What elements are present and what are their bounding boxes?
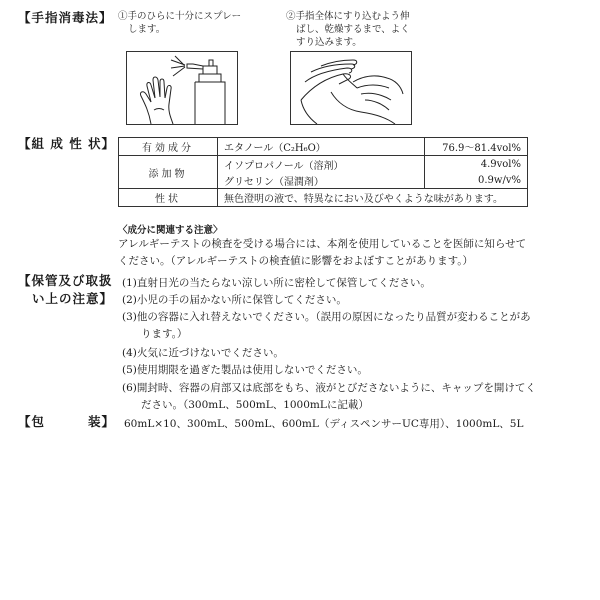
ingredient-note-title: 〈成分に関連する注意〉 xyxy=(118,225,223,236)
additive-1-name: イソプロパノール（溶剤） xyxy=(218,156,425,173)
composition-table xyxy=(118,137,528,207)
step-2-line2: ばし、乾燥するまで、よく xyxy=(296,24,410,35)
active-ingredient-value: 76.9～81.4vol% xyxy=(425,138,528,156)
ingredient-note-body xyxy=(118,236,526,270)
additive-2-value: 0.9w/v% xyxy=(425,172,528,189)
step-1-line2: します。 xyxy=(128,24,166,35)
step-1-text xyxy=(118,10,241,36)
storage-item-6-cont: ださい。（300mL、500mL、1000mLに記載） xyxy=(141,399,369,411)
composition-label: 【組 成 性 状】 xyxy=(18,136,116,151)
row-header-properties: 性状 xyxy=(119,189,218,207)
step-1-line1: ①手のひらに十分にスプレー xyxy=(118,11,242,22)
storage-item-6: (6)開封時、容器の肩部又は底部をもち、液がとびださないように、キャップを開けてく xyxy=(122,382,536,394)
table-row xyxy=(119,156,528,173)
additive-2-name: グリセリン（湿潤剤） xyxy=(218,172,425,189)
row-header-active: 有効成分 xyxy=(119,138,218,156)
spray-hand-illustration xyxy=(126,51,238,125)
packaging-label-open: 【包 xyxy=(18,414,46,429)
properties-description: 無色澄明の液で、特異なにおい及びやくような味があります。 xyxy=(218,189,528,207)
step-2-text xyxy=(286,10,410,49)
table-row xyxy=(119,189,528,207)
active-ingredient-name: エタノール（C₂H₆O） xyxy=(218,138,425,156)
storage-label-line1: 【保管及び取扱 xyxy=(18,273,113,288)
storage-label-line2: い上の注意】 xyxy=(32,291,114,306)
rubbing-hands-illustration xyxy=(290,51,412,125)
table-row xyxy=(119,138,528,156)
storage-item-1: (1)直射日光の当たらない涼しい所に密栓して保管してください。 xyxy=(122,277,431,289)
storage-item-5: (5)使用期限を過ぎた製品は使用しないでください。 xyxy=(122,364,368,376)
storage-item-3-cont: ります。） xyxy=(141,328,188,340)
step-2-line1: ②手指全体にすり込むよう伸 xyxy=(286,11,410,22)
storage-label xyxy=(18,273,113,307)
storage-item-2: (2)小児の手の届かない所に保管してください。 xyxy=(122,294,347,306)
storage-item-4: (4)火気に近づけないでください。 xyxy=(122,347,284,359)
packaging-label-close: 装】 xyxy=(88,414,116,429)
note-line-2: ください。（アレルギーテストの検査値に影響をおよぼすことがあります。） xyxy=(118,255,474,267)
hand-method-label: 【手指消毒法】 xyxy=(18,10,113,25)
storage-item-3: (3)他の容器に入れ替えないでください。（誤用の原因になったり品質が変わることがあ xyxy=(122,311,531,323)
packaging-sizes: 60mL×10、300mL、500mL、600mL（ディスペンサーUC専用）、1000mL、5L xyxy=(124,418,524,430)
step-2-line3: すり込みます。 xyxy=(296,37,362,48)
row-header-additives: 添加物 xyxy=(119,156,218,189)
note-line-1: アレルギーテストの検査を受ける場合には、本剤を使用していることを医師に知らせて xyxy=(118,238,527,250)
additive-1-value: 4.9vol% xyxy=(425,156,528,173)
